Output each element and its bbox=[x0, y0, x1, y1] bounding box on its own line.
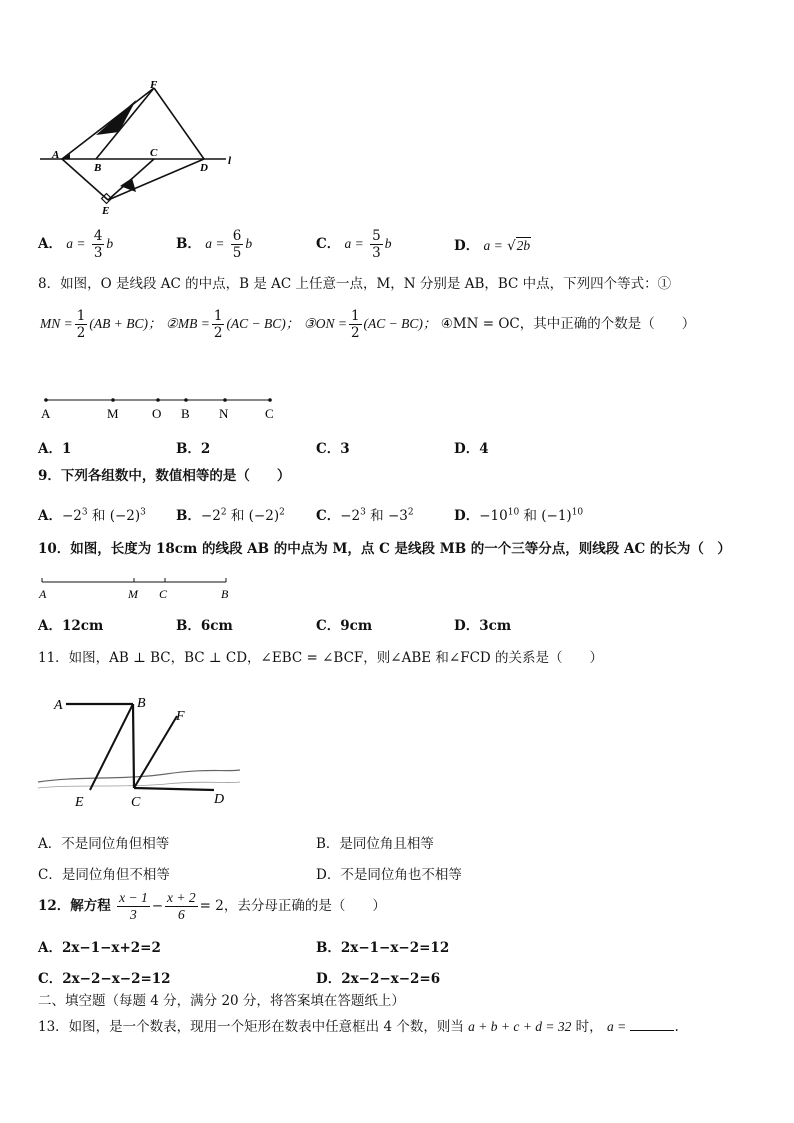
q13-stem-start: 13．如图，是一个数表，现用一个矩形在数表中任意框出 4 个数，则当 bbox=[38, 1019, 464, 1035]
q10-label-b: B bbox=[221, 587, 229, 601]
q8-option-d[interactable]: D．4 bbox=[454, 441, 489, 457]
q8-label-c: C bbox=[265, 406, 274, 421]
exponent: 2 bbox=[407, 507, 414, 518]
q7-label-e: E bbox=[102, 205, 110, 217]
q12-option-d[interactable]: D．2x−2−x−2=6 bbox=[316, 971, 441, 987]
q12-option-a[interactable]: A．2x−1−x+2=2 bbox=[38, 940, 161, 956]
q7-label-b: B bbox=[94, 162, 102, 174]
q8-eq3-rhs: (AC − BC)； bbox=[363, 316, 437, 331]
q10-label-m: M bbox=[128, 587, 138, 601]
q12-fraction-1: $\frac{x - 1}{3}$ bbox=[119, 890, 148, 922]
q11-label-f: F bbox=[176, 709, 185, 724]
conj: 和 bbox=[365, 508, 388, 524]
q9-stem: 9．下列各组数中，数值相等的是（ ） bbox=[38, 468, 291, 484]
q10-label-c: C bbox=[159, 587, 168, 601]
q11-figure bbox=[36, 692, 242, 810]
q7-label-l: l bbox=[228, 155, 232, 167]
q8-label-m: M bbox=[107, 406, 119, 421]
option-lhs: a = bbox=[344, 236, 364, 251]
conj: 和 bbox=[87, 508, 110, 524]
q8-eq1-fraction: $\frac{1}{2}$ bbox=[76, 308, 86, 341]
q11-label-a: A bbox=[54, 698, 63, 713]
q7-label-f: F bbox=[150, 79, 158, 91]
term: (−2) bbox=[109, 508, 141, 524]
q11-option-c[interactable]: C．是同位角但不相等 bbox=[38, 867, 170, 883]
q11-stem: 11．如图，AB ⊥ BC，BC ⊥ CD，∠EBC = ∠BCF，则∠ABE 和∠FCD 的关系是（ ） bbox=[38, 650, 604, 666]
q7-option-a[interactable] bbox=[38, 228, 113, 261]
option-fraction: $\frac{6}{5}$ bbox=[232, 228, 242, 261]
exponent: 10 bbox=[571, 507, 584, 518]
exponent: 10 bbox=[507, 507, 520, 518]
q8-option-a[interactable]: A．1 bbox=[38, 441, 72, 457]
q12-stem bbox=[38, 890, 386, 923]
q13-stem-mid: 时， bbox=[575, 1019, 603, 1035]
option-letter: A． bbox=[38, 508, 62, 524]
exponent: 3 bbox=[81, 507, 88, 518]
q9-option-b[interactable] bbox=[176, 504, 285, 524]
term: −3 bbox=[387, 508, 408, 524]
option-letter: B． bbox=[176, 236, 201, 252]
q7-label-a: A bbox=[52, 149, 60, 161]
q8-option-b[interactable]: B．2 bbox=[176, 441, 211, 457]
option-letter: A． bbox=[38, 236, 62, 252]
q11-label-c: C bbox=[131, 795, 141, 810]
option-var: b bbox=[106, 236, 114, 251]
q10-option-c[interactable]: C．9cm bbox=[316, 618, 373, 634]
q7-label-d: D bbox=[200, 162, 208, 174]
option-var: b bbox=[245, 236, 253, 251]
q12-option-c[interactable]: C．2x−2−x−2=12 bbox=[38, 971, 171, 987]
q13-period: . bbox=[674, 1019, 679, 1035]
q9-option-a[interactable] bbox=[38, 504, 146, 524]
q8-eq4: ④MN = OC，其中正确的个数是（ ） bbox=[440, 316, 696, 332]
q12-minus: − bbox=[151, 898, 164, 914]
q8-eq1-lhs: MN = bbox=[40, 316, 73, 331]
q7-option-c[interactable] bbox=[316, 228, 391, 261]
q7-option-b[interactable] bbox=[176, 228, 252, 261]
option-fraction: $\frac{4}{3}$ bbox=[93, 228, 103, 261]
q9-option-c[interactable] bbox=[316, 504, 414, 524]
q8-eq2-rhs: (AC − BC)； bbox=[226, 316, 300, 331]
term: −2 bbox=[200, 508, 221, 524]
q8-eq2-fraction: $\frac{1}{2}$ bbox=[213, 308, 223, 341]
q8-eq3-fraction: $\frac{1}{2}$ bbox=[350, 308, 360, 341]
option-radicand: 2b bbox=[516, 238, 531, 253]
q11-option-d[interactable]: D．不是同位角也不相等 bbox=[316, 867, 462, 883]
q9-option-d[interactable] bbox=[454, 504, 583, 524]
q10-option-b[interactable]: B．6cm bbox=[176, 618, 233, 634]
term: −10 bbox=[479, 508, 508, 524]
conj: 和 bbox=[519, 508, 542, 524]
term: −2 bbox=[61, 508, 82, 524]
q7-option-d[interactable] bbox=[454, 234, 531, 254]
q8-label-o: O bbox=[152, 406, 162, 421]
q8-option-c[interactable]: C．3 bbox=[316, 441, 350, 457]
conj: 和 bbox=[226, 508, 249, 524]
q7-label-c: C bbox=[150, 147, 158, 159]
option-lhs: a = bbox=[66, 236, 86, 251]
q8-eq2-lhs: ②MB = bbox=[165, 316, 210, 331]
q8-stem: 8．如图，O 是线段 AC 的中点，B 是 AC 上任意一点，M，N 分别是 AB，BC 中点，下列四个等式：① bbox=[38, 276, 672, 292]
option-lhs: a = bbox=[483, 238, 503, 253]
q8-figure bbox=[36, 390, 286, 422]
option-letter: C． bbox=[316, 508, 341, 524]
q8-eq1-rhs: (AB + BC)； bbox=[89, 316, 162, 331]
q13-answer-var: a = bbox=[606, 1019, 627, 1034]
term: −2 bbox=[340, 508, 361, 524]
option-letter: D． bbox=[454, 508, 480, 524]
section-heading: 二、填空题（每题 4 分，满分 20 分，将答案填在答题纸上） bbox=[38, 993, 405, 1009]
q13-stem bbox=[38, 1018, 679, 1036]
option-letter: D． bbox=[454, 238, 480, 254]
exponent: 2 bbox=[220, 507, 227, 518]
q8-eq3-lhs: ③ON = bbox=[303, 316, 347, 331]
q13-condition: a + b + c + d = 32 bbox=[468, 1019, 572, 1034]
q8-equations bbox=[40, 308, 695, 341]
exponent: 3 bbox=[360, 507, 366, 518]
q11-label-e: E bbox=[75, 795, 84, 810]
q10-label-a: A bbox=[39, 587, 47, 601]
q10-option-a[interactable]: A．12cm bbox=[38, 618, 104, 634]
q10-stem: 10．如图，长度为 18cm 的线段 AB 的中点为 M，点 C 是线段 MB 的一个三等分点，则线段 AC 的长为（ ） bbox=[38, 541, 731, 557]
term: (−2) bbox=[248, 508, 280, 524]
option-letter: C． bbox=[316, 236, 341, 252]
q7-figure bbox=[36, 78, 242, 222]
q12-fraction-2: $\frac{x + 2}{6}$ bbox=[167, 890, 196, 922]
option-var: b bbox=[384, 236, 392, 251]
q8-label-a: A bbox=[41, 406, 51, 421]
sqrt-icon: √ bbox=[507, 238, 516, 254]
q12-stem-start: 12．解方程 bbox=[38, 898, 111, 914]
option-fraction: $\frac{5}{3}$ bbox=[372, 228, 381, 261]
q11-label-b: B bbox=[137, 696, 146, 711]
q8-label-n: N bbox=[219, 406, 229, 421]
q10-option-d[interactable]: D．3cm bbox=[454, 618, 512, 634]
q11-option-b[interactable]: B．是同位角且相等 bbox=[316, 836, 434, 852]
q11-label-d: D bbox=[214, 792, 225, 807]
q12-option-b[interactable]: B．2x−1−x−2=12 bbox=[316, 940, 450, 956]
exponent: 2 bbox=[279, 507, 285, 518]
q13-answer-blank[interactable] bbox=[630, 1018, 674, 1031]
q10-figure bbox=[36, 574, 236, 604]
option-letter: B． bbox=[176, 508, 201, 524]
option-lhs: a = bbox=[205, 236, 225, 251]
term: (−1) bbox=[541, 508, 572, 524]
q11-option-a[interactable]: A．不是同位角但相等 bbox=[38, 836, 170, 852]
exponent: 3 bbox=[140, 507, 146, 518]
q12-stem-end: = 2，去分母正确的是（ ） bbox=[199, 898, 386, 914]
q8-label-b: B bbox=[181, 406, 190, 421]
